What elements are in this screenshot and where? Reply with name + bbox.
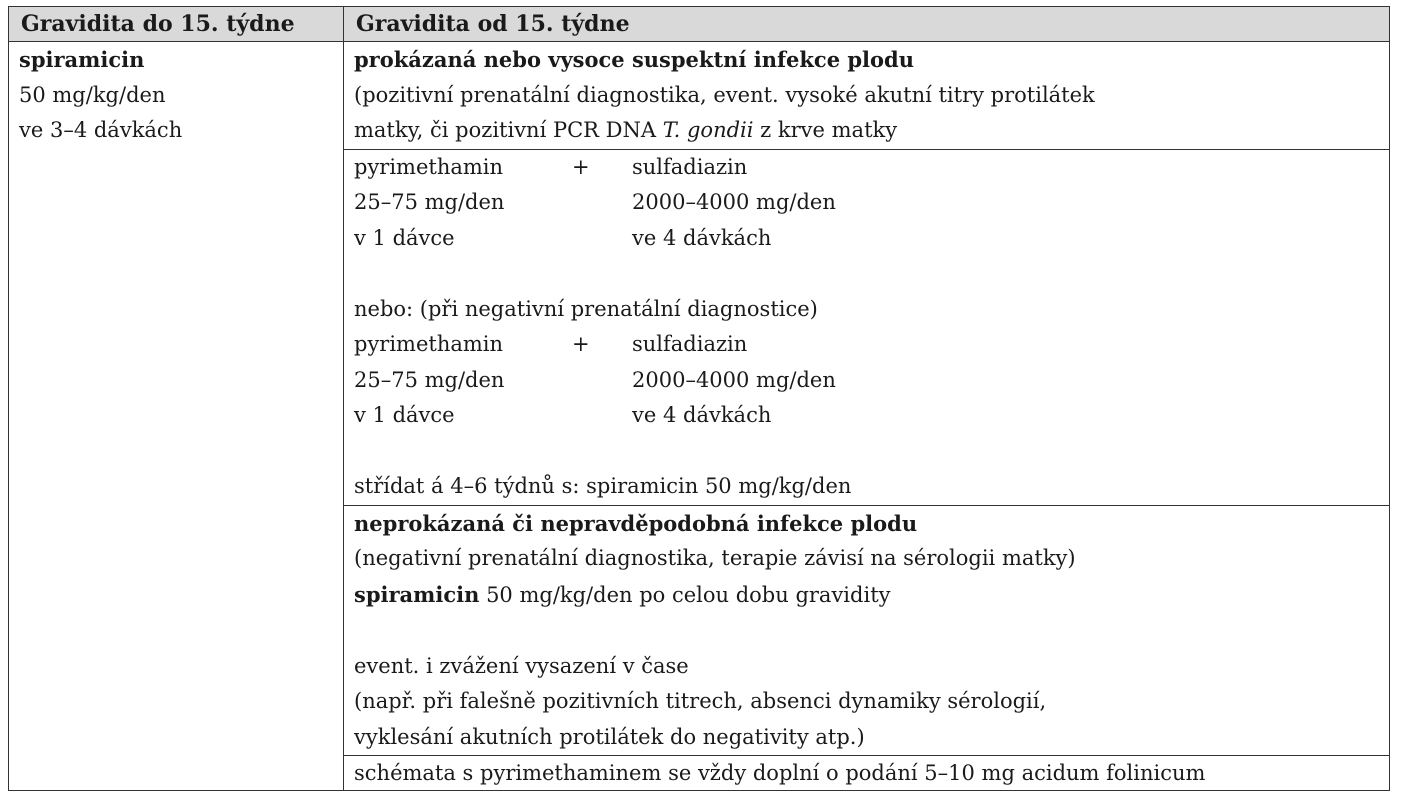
proven-infection-cell — [344, 42, 1390, 150]
footer-note: schémata s pyrimethaminem se vždy doplní o podání 5–10 mg acidum folinicum — [344, 756, 1390, 791]
regimen1-drugs — [354, 150, 1379, 186]
regimen1-doses — [354, 185, 1379, 221]
col1-freq: ve 3–4 dávkách — [19, 118, 183, 142]
table-row — [9, 42, 1390, 150]
regimen2-spacer — [572, 398, 632, 434]
regimen1-freq-a: v 1 dávce — [354, 225, 455, 250]
col1-dose: 50 mg/kg/den — [19, 82, 166, 107]
proven-line2-pre: matky, či pozitivní PCR DNA — [354, 118, 663, 142]
regimen2-drug-a: pyrimethamin — [354, 332, 504, 356]
spacer — [354, 256, 1379, 292]
regimen2-drug-b: sulfadiazin — [632, 332, 748, 356]
unproven-drug: spiramicin — [354, 581, 480, 607]
early-pregnancy-cell — [9, 42, 344, 791]
header-col1: Gravidita do 15. týdne — [9, 7, 344, 42]
regimen1-spacer — [572, 185, 632, 221]
col1-drug: spiramicin — [19, 47, 145, 72]
unproven-title: neprokázaná či nepravděpodobná infekce plodu — [354, 510, 918, 536]
regimen2-freqs — [354, 398, 1379, 434]
treatment-table — [8, 6, 1390, 791]
regimen2-freq-a: v 1 dávce — [354, 403, 455, 427]
regimen1-drug-a: pyrimethamin — [354, 154, 504, 179]
regimen1-dose-a: 25–75 mg/den — [354, 190, 505, 214]
regimen1-spacer — [572, 221, 632, 257]
unproven-infection-cell — [344, 505, 1390, 756]
proven-line1: (pozitivní prenatální diagnostika, event. vysoké akutní titry protilátek — [354, 82, 1095, 107]
regimen2-doses — [354, 363, 1379, 399]
proven-line2 — [354, 113, 1379, 149]
regimen1-plus: + — [572, 154, 590, 179]
unproven-drug-rest: 50 mg/kg/den po celou dobu gravidity — [479, 582, 891, 607]
regimen1-freqs — [354, 221, 1379, 257]
unproven-line3: event. i zvážení vysazení v čase — [354, 653, 689, 678]
regimen2-drugs — [354, 327, 1379, 363]
regimen-cell — [344, 149, 1390, 505]
regimen1-freq-b: ve 4 dávkách — [632, 225, 772, 250]
regimen1-drug-b: sulfadiazin — [632, 154, 748, 179]
regimen2-plus: + — [572, 332, 590, 356]
unproven-line2 — [354, 577, 1379, 614]
regimen-alternate: střídat á 4–6 týdnů s: spiramicin 50 mg/kg/den — [354, 474, 852, 498]
regimen-alt-label: nebo: (při negativní prenatální diagnostice) — [354, 296, 818, 321]
header-col2: Gravidita od 15. týdne — [344, 7, 1390, 42]
spacer — [354, 434, 1379, 470]
regimen1-dose-b: 2000–4000 mg/den — [632, 190, 836, 214]
unproven-line5: vyklesání akutních protilátek do negativity atp.) — [354, 724, 865, 749]
header-row — [9, 7, 1390, 42]
proven-line2-post: z krve matky — [753, 118, 898, 142]
regimen2-freq-b: ve 4 dávkách — [632, 403, 772, 427]
proven-title: prokázaná nebo vysoce suspektní infekce plodu — [354, 47, 914, 72]
unproven-line1: (negativní prenatální diagnostika, terapie závisí na sérologii matky) — [354, 546, 1076, 570]
unproven-line4: (např. při falešně pozitivních titrech, absenci dynamiky sérologií, — [354, 689, 1047, 713]
regimen2-dose-b: 2000–4000 mg/den — [632, 367, 836, 392]
spacer — [354, 613, 1379, 649]
regimen2-dose-a: 25–75 mg/den — [354, 367, 505, 392]
proven-line2-italic: T. gondii — [662, 118, 754, 142]
regimen2-spacer — [572, 363, 632, 399]
